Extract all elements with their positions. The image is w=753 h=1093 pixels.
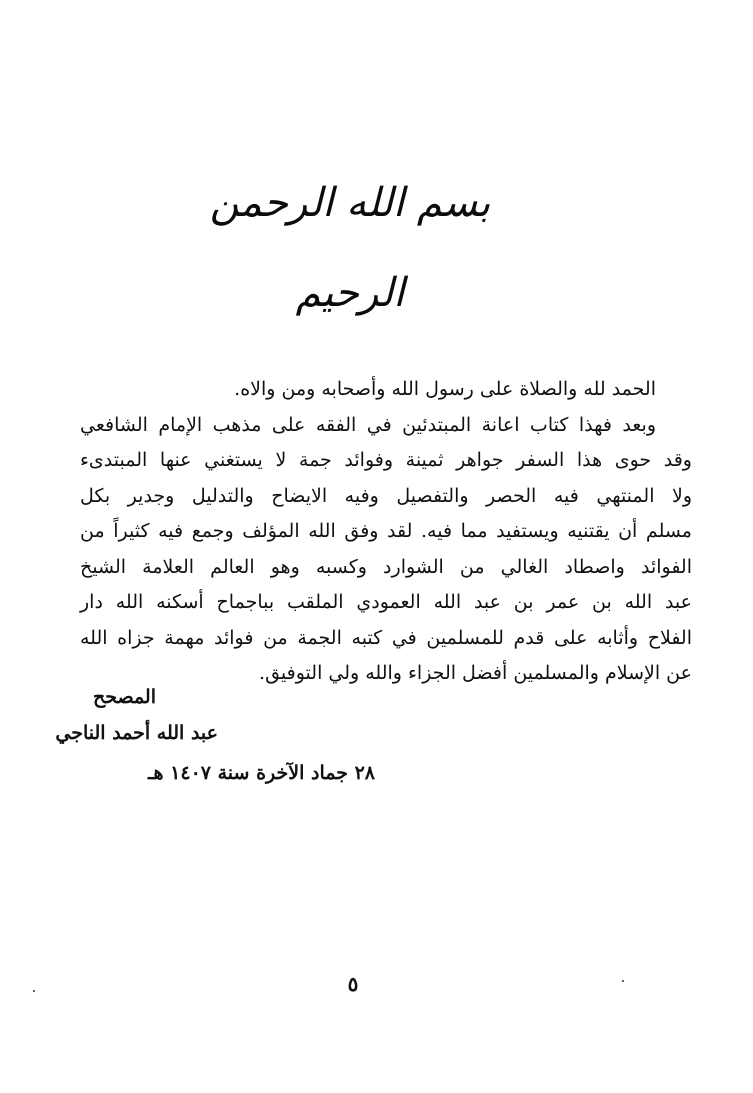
preface-line: ولا المنتهي فيه الحصر والتفصيل وفيه الايضاح والتدليل وجدير بكل (80, 484, 692, 507)
scan-speck (33, 990, 35, 992)
date-line: ٢٨ جماد الآخرة سنة ١٤٠٧ هـ (147, 762, 375, 784)
page-number: ٥ (347, 972, 359, 996)
preface-line: مسلم أن يقتنيه ويستفيد مما فيه. لقد وفق الله المؤلف وجمع فيه كثيراً من (80, 520, 692, 542)
basmala-calligraphy: بسم الله الرحمن الرحيم (209, 180, 491, 316)
signature-title: المصحح (92, 686, 156, 708)
preface-line: الحمد لله والصلاة على رسول الله وأصحابه ومن والاه. (234, 378, 656, 400)
preface-line: الفلاح وأثابه على قدم للمسلمين في كتبه الجمة من فوائد مهمة جزاه الله (80, 626, 692, 649)
scan-speck (622, 980, 624, 982)
preface-line: وقد حوى هذا السفر جواهر ثمينة وفوائد جمة لا يستغني عنها المبتدىء (80, 449, 692, 471)
preface-body (80, 372, 692, 692)
preface-line: الفوائد واصطاد الغالي من الشوارد وكسبه وهو العالم العلامة الشيخ (80, 555, 692, 578)
preface-line: وبعد فهذا كتاب اعانة المبتدئين في الفقه على مذهب الإمام الشافعي (80, 413, 656, 436)
preface-line: عن الإسلام والمسلمين أفضل الجزاء والله ولي التوفيق. (259, 662, 692, 684)
signature-name: عبد الله أحمد الناجي (55, 722, 218, 744)
preface-line: عبد الله بن عمر بن عبد الله العمودي الملقب بباجماح أسكنه الله دار (80, 591, 692, 613)
